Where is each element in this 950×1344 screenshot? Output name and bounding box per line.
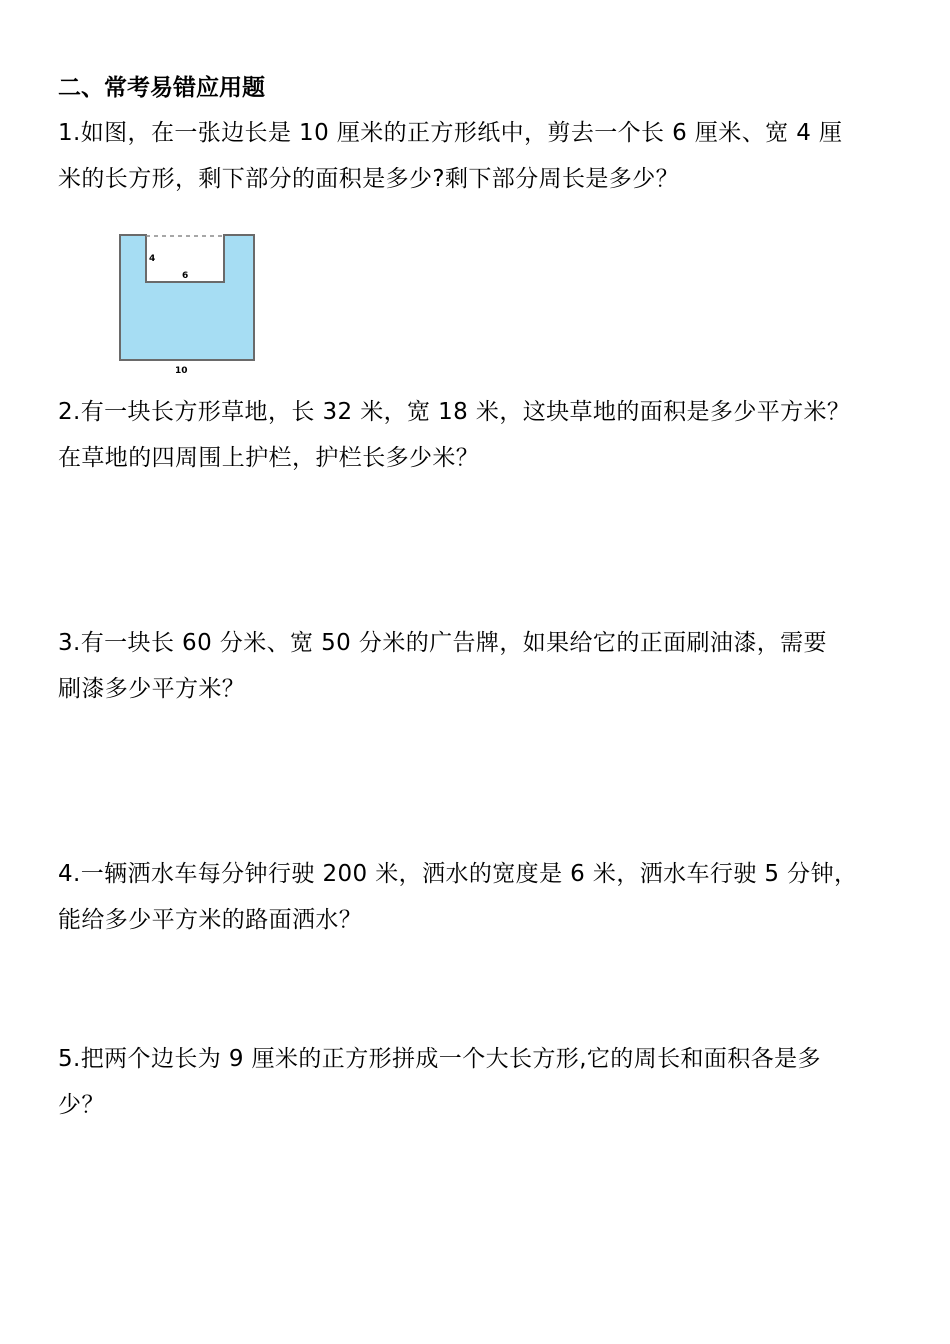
problem-4-line-1: 4.一辆洒水车每分钟行驶 200 米，洒水的宽度是 6 米，洒水车行驶 5 分钟， bbox=[58, 861, 858, 887]
problem-2-line-1: 2.有一块长方形草地，长 32 米，宽 18 米，这块草地的面积是多少平方米？ bbox=[58, 399, 851, 425]
problem-1 bbox=[58, 110, 900, 202]
cut-square-figure bbox=[118, 232, 258, 376]
problem-4-line-2: 能给多少平方米的路面洒水？ bbox=[58, 907, 363, 933]
problem-2 bbox=[58, 389, 900, 481]
problem-5 bbox=[58, 1036, 900, 1128]
problem-1-line-1: 1.如图，在一张边长是 10 厘米的正方形纸中，剪去一个长 6 厘米、宽 4 厘 bbox=[58, 120, 843, 146]
problem-4 bbox=[58, 851, 900, 943]
label-height-4: 4 bbox=[149, 254, 156, 264]
problem-3-line-2: 刷漆多少平方米？ bbox=[58, 676, 246, 702]
problem-1-line-2: 米的长方形，剩下部分的面积是多少?剩下部分周长是多少？ bbox=[58, 166, 680, 192]
section-title: 二、常考易错应用题 bbox=[58, 75, 265, 101]
cut-square-diagram bbox=[118, 232, 258, 376]
label-width-6: 6 bbox=[182, 271, 189, 281]
problem-5-line-2: 少？ bbox=[58, 1092, 105, 1118]
label-side-10: 10 bbox=[175, 366, 188, 376]
problem-3 bbox=[58, 620, 900, 712]
problem-5-line-1: 5.把两个边长为 9 厘米的正方形拼成一个大长方形,它的周长和面积各是多 bbox=[58, 1046, 821, 1072]
problem-2-line-2: 在草地的四周围上护栏，护栏长多少米？ bbox=[58, 445, 480, 471]
problem-3-line-1: 3.有一块长 60 分米、宽 50 分米的广告牌，如果给它的正面刷油漆，需要 bbox=[58, 630, 827, 656]
remaining-region bbox=[120, 235, 254, 360]
